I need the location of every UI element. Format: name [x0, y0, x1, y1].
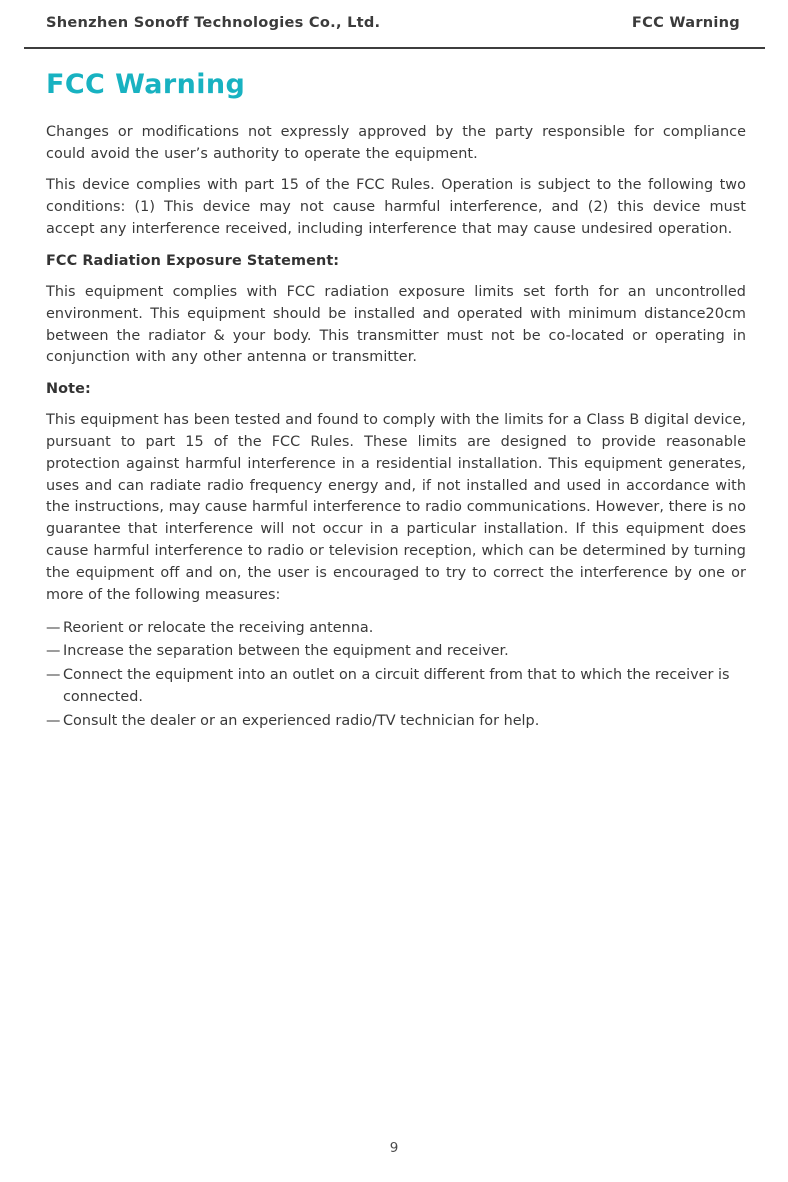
em-dash-bullet: —	[46, 619, 61, 636]
heading-radiation-exposure-statement: FCC Radiation Exposure Statement:	[46, 253, 340, 270]
header-company-name: Shenzhen Sonoff Technologies Co., Ltd.	[46, 14, 381, 31]
em-dash-bullet: —	[46, 643, 61, 660]
list-item-label: Connect the equipment into an outlet on a circuit different from that to which the receiver is connected.	[63, 666, 730, 706]
page-number: 9	[389, 1140, 399, 1156]
list-item-label: Consult the dealer or an experienced radio/TV technician for help.	[63, 712, 540, 729]
list-item-label: Increase the separation between the equipment and receiver.	[63, 643, 509, 660]
header-divider-rule	[24, 47, 765, 49]
em-dash-bullet: —	[46, 666, 61, 683]
paragraph-note-body: This equipment has been tested and found to comply with the limits for a Class B digital device, pursuant to part 15 of the FCC Rules. These limits are designed to provide reasonable protection against harmful interference in a residential installation. This equipment generates, uses and can radiate radio frequency energy and, if not installed and used in accordance with the instructions, may cause harmful interference to radio communications. However, there is no guarantee that interference will not occur in a particular installation. If this equipment does cause harmful interference to radio or television reception, which can be determined by turning the equipment off and on, the user is encouraged to try to correct the interference by one or more of the following measures:	[46, 411, 746, 604]
list-item-label: Reorient or relocate the receiving antenna.	[63, 619, 374, 636]
header-section-name: FCC Warning	[631, 14, 740, 31]
document-body	[46, 70, 746, 733]
page-title: FCC Warning	[46, 69, 246, 100]
heading-note: Note:	[46, 381, 91, 398]
list-item	[46, 640, 746, 662]
list-item	[46, 710, 746, 732]
corrective-measures-list	[46, 617, 746, 732]
paragraph-modifications-notice: Changes or modifications not expressly approved by the party responsible for compliance could avoid the user’s authority to operate the equipment.	[46, 123, 746, 162]
paragraph-part15-compliance: This device complies with part 15 of the FCC Rules. Operation is subject to the following two conditions: (1) This device may not cause harmful interference, and (2) this device must accept any interference received, including interference that may cause undesired operation.	[46, 177, 746, 238]
list-item	[46, 617, 746, 639]
em-dash-bullet: —	[46, 712, 61, 729]
list-item	[46, 664, 746, 709]
paragraph-radiation-exposure-body: This equipment complies with FCC radiation exposure limits set forth for an uncontrolled environment. This equipment should be installed and operated with minimum distance20cm between the radiator & your body. This transmitter must not be co-located or operating in conjunction with any other antenna or transmitter.	[46, 283, 746, 366]
running-header	[24, 16, 765, 46]
